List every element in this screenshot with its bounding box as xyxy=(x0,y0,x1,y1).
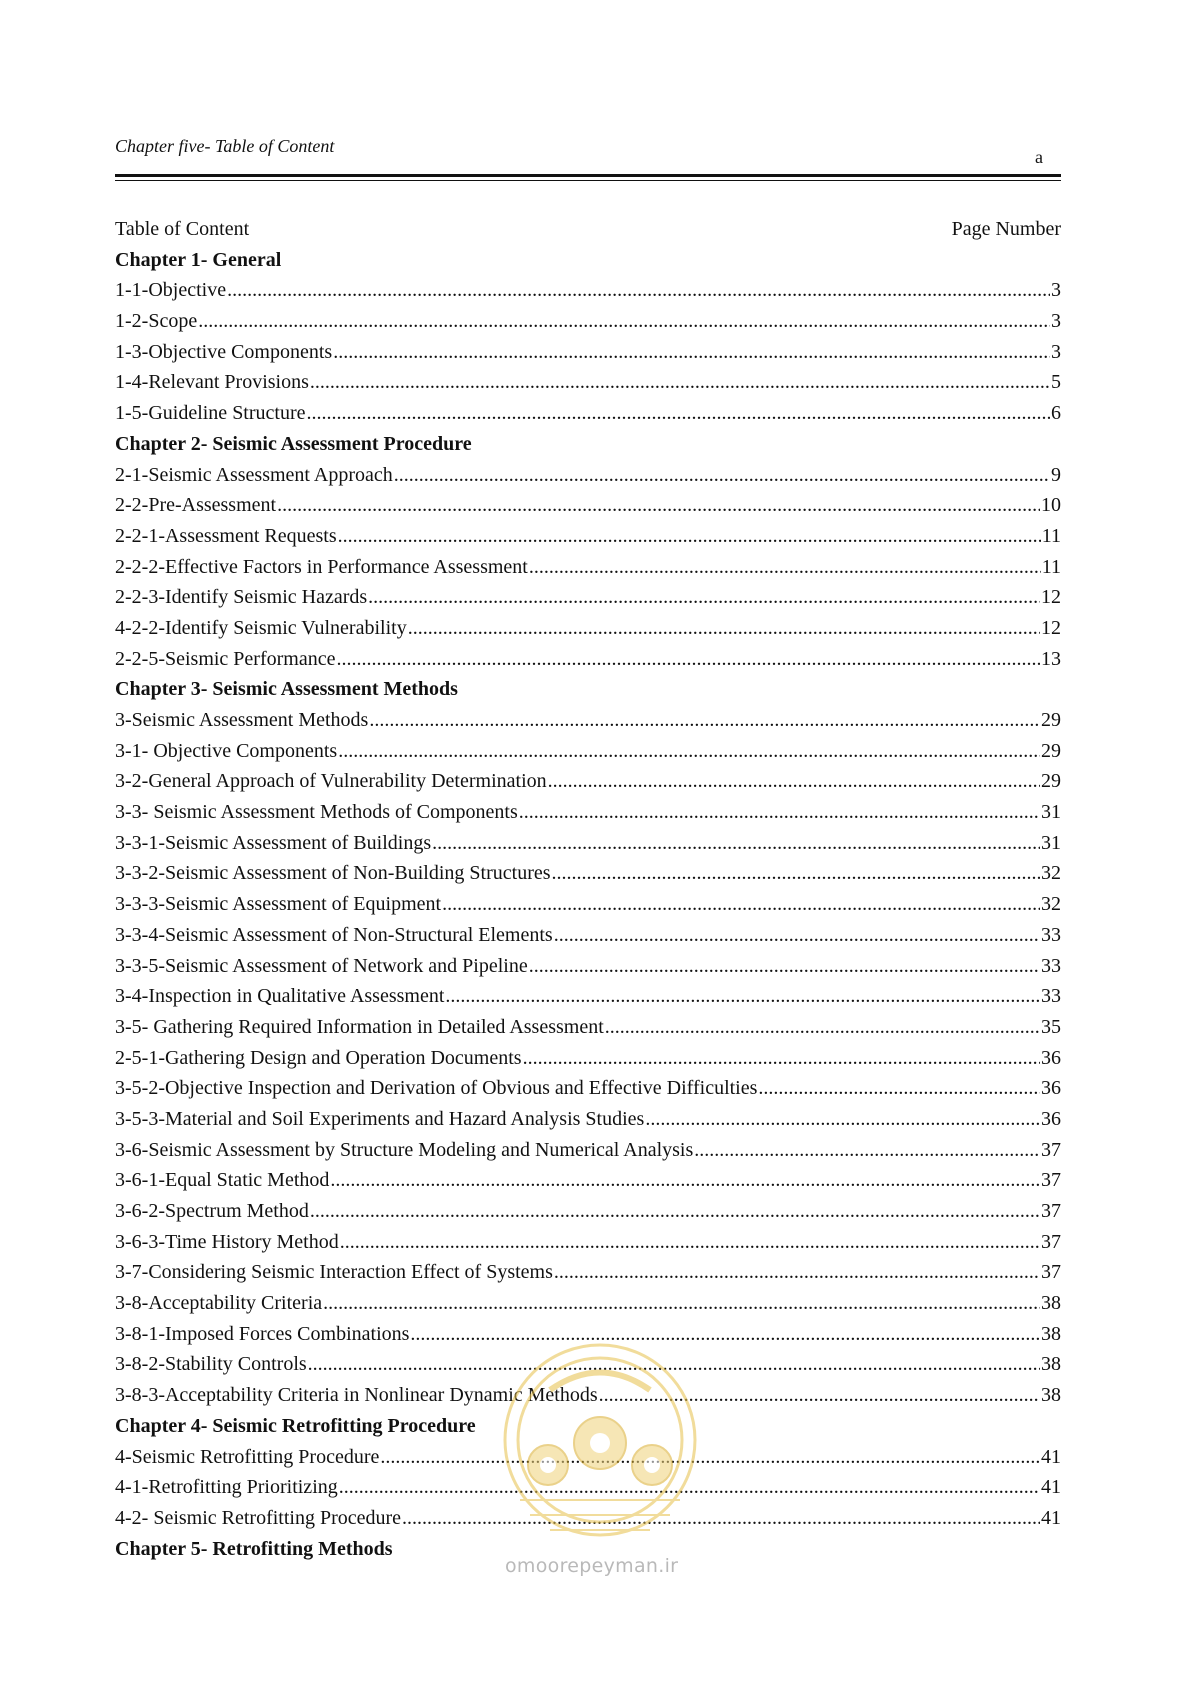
toc-dot-leader xyxy=(310,367,1050,398)
header-page-label: a xyxy=(1035,147,1043,167)
toc-dot-leader xyxy=(519,797,1040,828)
toc-page-number: 29 xyxy=(1041,739,1061,762)
toc-page-number: 11 xyxy=(1041,555,1061,578)
toc-page-number: 38 xyxy=(1041,1292,1061,1315)
toc-entry-title: 3-8-1-Imposed Forces Combinations xyxy=(115,1322,410,1345)
toc-entry-title: 1-2-Scope xyxy=(115,310,198,333)
toc-entry xyxy=(115,1503,1061,1534)
toc-page-number: 36 xyxy=(1041,1046,1061,1069)
toc-page-number: 3 xyxy=(1051,310,1061,333)
toc-dot-leader xyxy=(338,521,1041,552)
toc-dot-leader xyxy=(410,1319,1040,1350)
toc-entry-title: 3-6-Seismic Assessment by Structure Modeling and Numerical Analysis xyxy=(115,1138,694,1161)
toc-dot-leader xyxy=(323,1288,1040,1319)
toc-page-number: 12 xyxy=(1041,586,1061,609)
toc-dot-leader xyxy=(368,582,1040,613)
toc-entry xyxy=(115,1043,1061,1074)
toc-entry xyxy=(115,889,1061,920)
toc-entry-title: 3-8-Acceptability Criteria xyxy=(115,1292,323,1315)
header-title: Chapter five- Table of Content xyxy=(115,136,335,156)
toc-dot-leader xyxy=(369,705,1040,736)
toc-dot-leader xyxy=(529,552,1041,583)
toc-entry-title: 3-3- Seismic Assessment Methods of Components xyxy=(115,801,518,824)
toc-entry-title: 3-5-2-Objective Inspection and Derivation of Obvious and Effective Difficulties xyxy=(115,1077,758,1100)
toc-entry-title: 4-2- Seismic Retrofitting Procedure xyxy=(115,1506,402,1529)
toc-entry-title: 1-5-Guideline Structure xyxy=(115,402,306,425)
toc-entry-title: 4-1-Retrofitting Prioritizing xyxy=(115,1476,338,1499)
toc-entry-title: 3-3-4-Seismic Assessment of Non-Structural Elements xyxy=(115,923,553,946)
toc-entry-title: Chapter 3- Seismic Assessment Methods xyxy=(115,678,458,701)
table-of-contents xyxy=(115,214,1061,1564)
toc-dot-leader xyxy=(599,1380,1040,1411)
toc-entry-title: 2-2-Pre-Assessment xyxy=(115,494,277,517)
toc-entry xyxy=(115,1135,1061,1166)
toc-entry-title: 3-6-2-Spectrum Method xyxy=(115,1200,309,1222)
toc-page-number: 36 xyxy=(1041,1077,1061,1100)
toc-chapter-heading xyxy=(115,1411,1061,1442)
toc-page-number: 31 xyxy=(1041,801,1061,824)
toc-chapter-heading xyxy=(115,245,1061,276)
toc-chapter-heading xyxy=(115,429,1061,460)
watermark-text: omoorepeyman.ir xyxy=(505,1555,679,1577)
toc-entry-title: Chapter 5- Retrofitting Methods xyxy=(115,1537,393,1560)
toc-dot-leader xyxy=(310,1196,1040,1227)
toc-page-number: 33 xyxy=(1041,923,1061,946)
toc-page-number: 5 xyxy=(1051,371,1061,394)
toc-page-number: 11 xyxy=(1041,524,1061,547)
toc-dot-leader xyxy=(529,951,1040,982)
toc-entry xyxy=(115,920,1061,951)
header-rule-thin xyxy=(115,180,1061,181)
toc-entry-title: 3-3-3-Seismic Assessment of Equipment xyxy=(115,893,442,916)
toc-page-number: 10 xyxy=(1041,494,1061,517)
toc-entry xyxy=(115,1227,1061,1258)
toc-page-number: 32 xyxy=(1041,862,1061,885)
toc-entry-title: 1-4-Relevant Provisions xyxy=(115,371,309,394)
toc-entry-title: 2-2-1-Assessment Requests xyxy=(115,524,337,547)
toc-dot-leader xyxy=(554,920,1040,951)
toc-page-number: 31 xyxy=(1041,831,1061,854)
toc-entry xyxy=(115,398,1061,429)
toc-dot-leader xyxy=(307,398,1051,429)
toc-entry-title: 3-8-2-Stability Controls xyxy=(115,1353,307,1376)
toc-page-number: 38 xyxy=(1041,1322,1061,1345)
toc-entry-title: 1-3-Objective Components xyxy=(115,340,333,363)
toc-entry xyxy=(115,1165,1061,1196)
toc-page-number: 9 xyxy=(1051,463,1061,486)
toc-entry-title: 3-8-3-Acceptability Criteria in Nonlinear Dynamic Methods xyxy=(115,1384,598,1407)
toc-entry xyxy=(115,1349,1061,1380)
toc-dot-leader xyxy=(277,490,1040,521)
toc-entry xyxy=(115,1012,1061,1043)
toc-dot-leader xyxy=(408,613,1040,644)
toc-entry-title: 3-6-1-Equal Static Method xyxy=(115,1169,330,1192)
toc-dot-leader xyxy=(338,736,1040,767)
toc-entry xyxy=(115,1073,1061,1104)
toc-dot-leader xyxy=(380,1442,1040,1473)
toc-entry xyxy=(115,1472,1061,1503)
toc-dot-leader xyxy=(402,1503,1040,1534)
toc-dot-leader xyxy=(394,460,1050,491)
toc-page-number: 38 xyxy=(1041,1353,1061,1376)
toc-entry-title: 3-5-3-Material and Soil Experiments and Hazard Analysis Studies xyxy=(115,1107,645,1130)
toc-entry xyxy=(115,613,1061,644)
toc-dot-leader xyxy=(554,1257,1040,1288)
toc-page-number: 32 xyxy=(1041,893,1061,916)
toc-entry xyxy=(115,828,1061,859)
toc-dot-leader xyxy=(308,1349,1040,1380)
toc-page-number: 33 xyxy=(1041,985,1061,1008)
toc-page-number: 37 xyxy=(1041,1200,1061,1222)
toc-entry-title: 4-2-2-Identify Seismic Vulnerability xyxy=(115,616,407,639)
toc-entry xyxy=(115,521,1061,552)
toc-entry-title: 4-Seismic Retrofitting Procedure xyxy=(115,1445,380,1468)
page-header xyxy=(115,132,1061,172)
toc-entry xyxy=(115,766,1061,797)
toc-dot-leader xyxy=(442,889,1040,920)
toc-entry-title: 2-2-5-Seismic Performance xyxy=(115,647,336,670)
toc-entry xyxy=(115,1288,1061,1319)
toc-page-number: 37 xyxy=(1041,1261,1061,1284)
toc-entry-title: 2-2-3-Identify Seismic Hazards xyxy=(115,586,368,609)
toc-dot-leader xyxy=(340,1227,1040,1258)
toc-dot-leader xyxy=(552,858,1040,889)
toc-dot-leader xyxy=(523,1043,1040,1074)
toc-entry-title: 3-7-Considering Seismic Interaction Effect of Systems xyxy=(115,1261,553,1284)
toc-entry xyxy=(115,552,1061,583)
toc-heading-left: Table of Content xyxy=(115,218,250,240)
toc-page-number: 35 xyxy=(1041,1015,1061,1038)
header-rule-thick xyxy=(115,174,1061,177)
toc-dot-leader xyxy=(198,306,1050,337)
toc-entry-title: 3-1- Objective Components xyxy=(115,739,338,762)
toc-page-number: 3 xyxy=(1051,279,1061,302)
toc-entry xyxy=(115,1380,1061,1411)
toc-entry xyxy=(115,1257,1061,1288)
toc-dot-leader xyxy=(548,766,1040,797)
toc-dot-leader xyxy=(694,1135,1040,1166)
toc-page-number: 13 xyxy=(1041,647,1061,670)
toc-entry-title: Chapter 4- Seismic Retrofitting Procedure xyxy=(115,1414,476,1437)
toc-entry xyxy=(115,981,1061,1012)
toc-entry-title: 3-6-3-Time History Method xyxy=(115,1230,339,1253)
toc-dot-leader xyxy=(645,1104,1040,1135)
toc-entry xyxy=(115,1319,1061,1350)
toc-entry-title: 2-5-1-Gathering Design and Operation Documents xyxy=(115,1046,522,1069)
toc-entry xyxy=(115,858,1061,889)
toc-dot-leader xyxy=(432,828,1040,859)
toc-page-number: 41 xyxy=(1041,1506,1061,1529)
toc-entry xyxy=(115,367,1061,398)
toc-dot-leader xyxy=(758,1073,1040,1104)
toc-heading-right: Page Number xyxy=(951,218,1061,240)
toc-chapter-heading xyxy=(115,674,1061,705)
toc-entry xyxy=(115,644,1061,675)
toc-page-number: 37 xyxy=(1041,1230,1061,1253)
toc-entry-title: 1-1-Objective xyxy=(115,279,227,302)
toc-dot-leader xyxy=(605,1012,1040,1043)
toc-page-number: 33 xyxy=(1041,954,1061,977)
toc-page-number: 6 xyxy=(1051,402,1061,425)
toc-entry xyxy=(115,705,1061,736)
toc-dot-leader xyxy=(227,275,1050,306)
toc-entry-title: 2-1-Seismic Assessment Approach xyxy=(115,463,393,486)
toc-heading xyxy=(115,214,1061,245)
toc-entry-title: 3-3-2-Seismic Assessment of Non-Building Structures xyxy=(115,862,551,885)
toc-page-number: 37 xyxy=(1041,1138,1061,1161)
toc-page-number: 3 xyxy=(1051,340,1061,363)
toc-entry xyxy=(115,490,1061,521)
toc-entry xyxy=(115,460,1061,491)
toc-entry-title: 3-Seismic Assessment Methods xyxy=(115,709,369,731)
toc-entry-title: 3-5- Gathering Required Information in Detailed Assessment xyxy=(115,1015,604,1038)
toc-dot-leader xyxy=(339,1472,1040,1503)
toc-dot-leader xyxy=(330,1165,1040,1196)
toc-rows xyxy=(115,245,1061,1565)
toc-entry-title: 3-4-Inspection in Qualitative Assessment xyxy=(115,985,445,1008)
toc-entry-title: 2-2-2-Effective Factors in Performance Assessment xyxy=(115,555,528,578)
toc-entry xyxy=(115,275,1061,306)
toc-entry-title: Chapter 2- Seismic Assessment Procedure xyxy=(115,432,472,455)
toc-page-number: 29 xyxy=(1041,709,1061,731)
toc-dot-leader xyxy=(336,644,1040,675)
toc-entry xyxy=(115,1196,1061,1227)
toc-entry xyxy=(115,797,1061,828)
toc-entry-title: 3-2-General Approach of Vulnerability Determination xyxy=(115,770,547,793)
toc-page-number: 41 xyxy=(1041,1476,1061,1499)
toc-page-number: 38 xyxy=(1041,1384,1061,1407)
toc-entry xyxy=(115,582,1061,613)
toc-entry xyxy=(115,1104,1061,1135)
toc-entry-title: 3-3-5-Seismic Assessment of Network and Pipeline xyxy=(115,954,528,977)
toc-entry xyxy=(115,337,1061,368)
toc-entry xyxy=(115,951,1061,982)
toc-entry-title: 3-3-1-Seismic Assessment of Buildings xyxy=(115,831,432,854)
toc-dot-leader xyxy=(333,337,1050,368)
toc-entry-title: Chapter 1- General xyxy=(115,248,282,271)
toc-dot-leader xyxy=(445,981,1040,1012)
toc-entry xyxy=(115,306,1061,337)
toc-page-number: 12 xyxy=(1041,616,1061,639)
toc-page-number: 37 xyxy=(1041,1169,1061,1192)
toc-page-number: 41 xyxy=(1041,1445,1061,1468)
toc-page-number: 36 xyxy=(1041,1107,1061,1130)
toc-entry xyxy=(115,736,1061,767)
toc-page-number: 29 xyxy=(1041,770,1061,793)
toc-entry xyxy=(115,1442,1061,1473)
